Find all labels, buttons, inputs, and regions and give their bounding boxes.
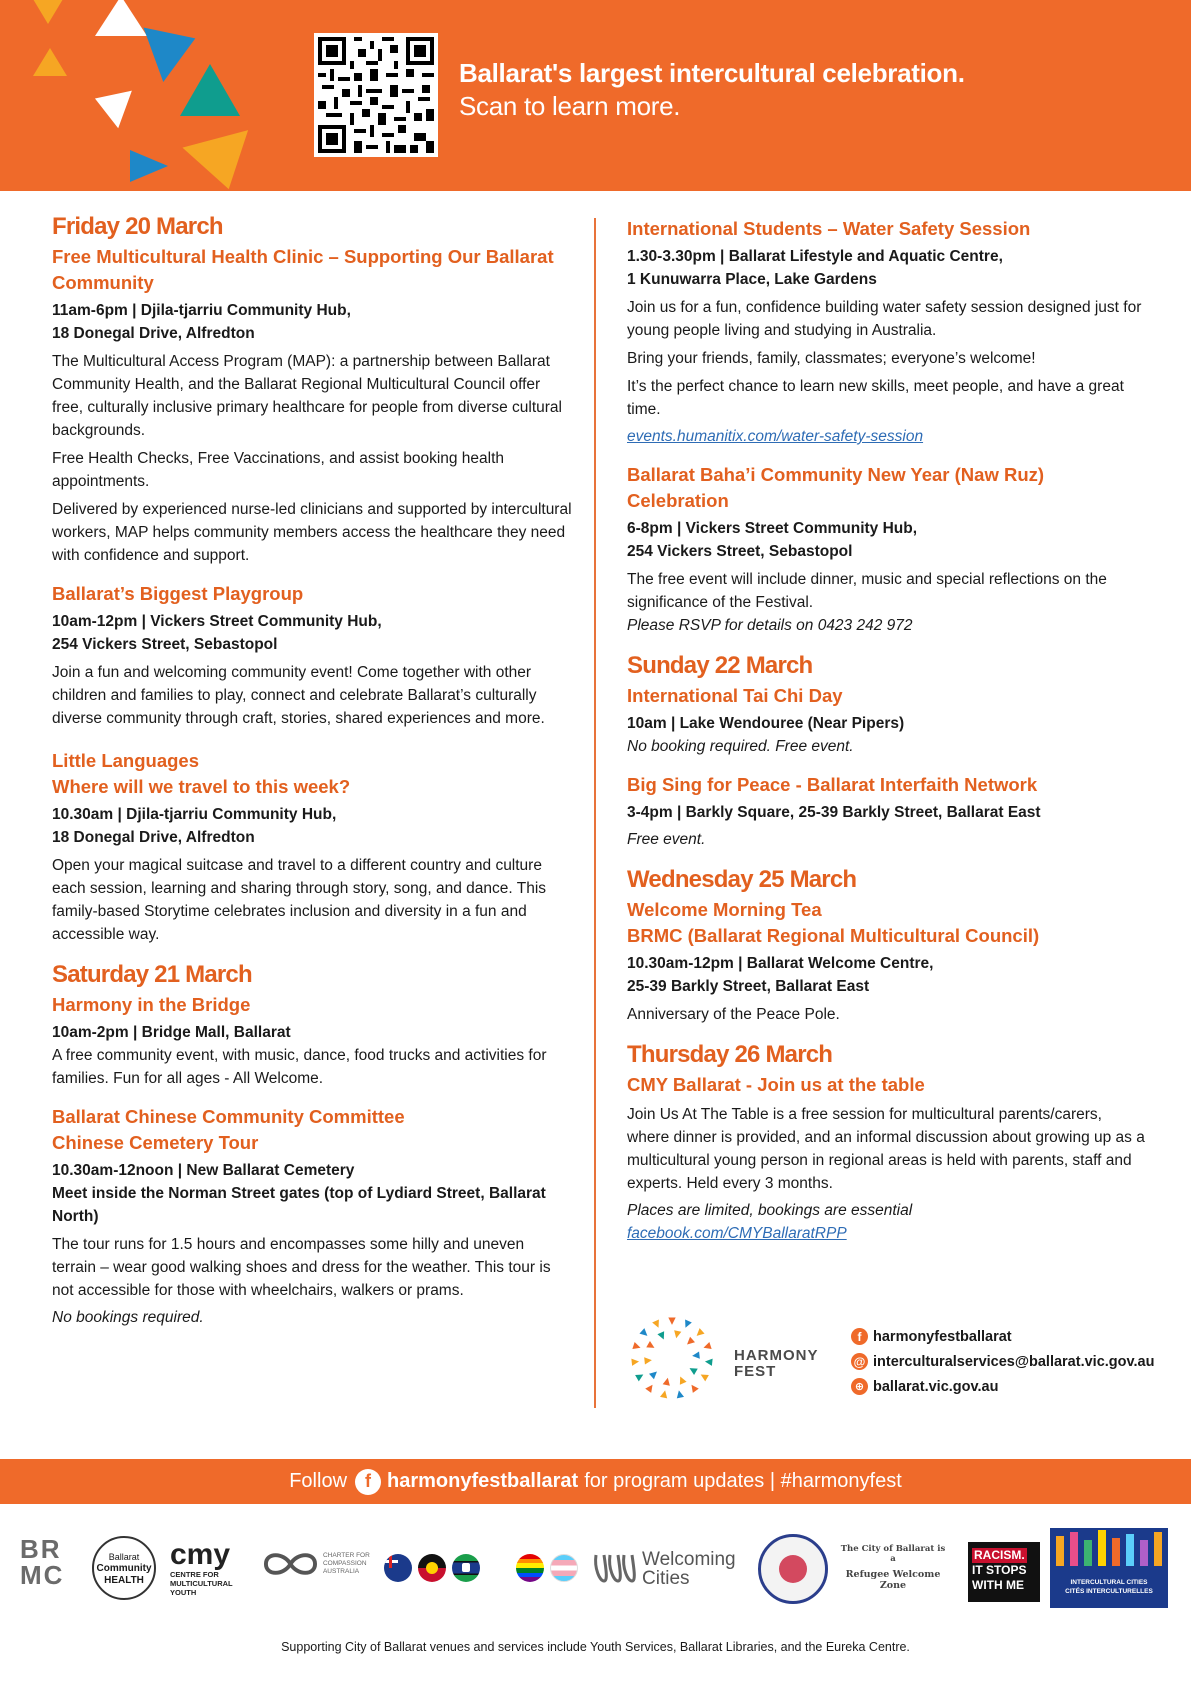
decor-triangle bbox=[33, 48, 67, 76]
event-description: Free Health Checks, Free Vaccinations, and assist booking health appointments. bbox=[52, 450, 505, 490]
ballarat-community-health-logo: Ballarat Community HEALTH bbox=[92, 1536, 156, 1600]
event-time-location: 1.30-3.30pm | Ballarat Lifestyle and Aquatic Centre, 1 Kunuwarra Place, Lake Gardens bbox=[627, 248, 1003, 288]
event-title: International Students – Water Safety Session bbox=[627, 218, 1031, 239]
event-time-location: 10am-2pm | Bridge Mall, Ballarat bbox=[52, 1024, 291, 1041]
harmony-fest-wordmark: HARMONY FEST bbox=[734, 1347, 819, 1380]
australian-flag-icon bbox=[384, 1554, 412, 1582]
day-heading-saturday: Saturday 21 March bbox=[52, 961, 252, 988]
event-description: The Multicultural Access Program (MAP): a partnership between Ballarat Community Health, and the Ballarat Regional Multicultural Council offer free, culturally inclusive primary healthcare for people from diverse cultural backgrounds. bbox=[52, 353, 562, 439]
event-description: It’s the perfect chance to learn new skills, meet people, and have a great time. bbox=[627, 378, 1124, 418]
event-time-location: 10am-12pm | Vickers Street Community Hub, 254 Vickers Street, Sebastopol bbox=[52, 613, 382, 653]
event-title: Welcome Morning Tea BRMC (Ballarat Regional Multicultural Council) bbox=[627, 899, 1040, 946]
email-icon: @ bbox=[851, 1353, 868, 1370]
decor-triangle bbox=[180, 64, 240, 116]
event-time-location: 3-4pm | Barkly Square, 25-39 Barkly Street, Ballarat East bbox=[627, 804, 1041, 821]
contact-website[interactable]: ⊕ ballarat.vic.gov.au bbox=[851, 1374, 1154, 1399]
event-time-location: 11am-6pm | Djila-tjarriu Community Hub, 18 Donegal Drive, Alfredton bbox=[52, 302, 351, 342]
pride-flag-icon bbox=[516, 1554, 544, 1582]
day-heading-sunday: Sunday 22 March bbox=[627, 652, 813, 679]
welcoming-cities-logo: Welcoming Cities bbox=[592, 1550, 742, 1588]
day-heading-friday: Friday 20 March bbox=[52, 213, 223, 240]
event-title: Big Sing for Peace - Ballarat Interfaith Network bbox=[627, 774, 1038, 795]
event-time-location: 10.30am | Djila-tjarriu Community Hub, 18 Donegal Drive, Alfredton bbox=[52, 806, 337, 846]
event-time-location: 10.30am-12noon | New Ballarat Cemetery Meet inside the Norman Street gates (top of Lydiard Street, Ballarat North) bbox=[52, 1162, 546, 1225]
event-time-location: 6-8pm | Vickers Street Community Hub, 254 Vickers Street, Sebastopol bbox=[627, 520, 918, 560]
event-link[interactable]: facebook.com/CMYBallaratRPP bbox=[627, 1225, 847, 1242]
event-title: International Tai Chi Day bbox=[627, 685, 843, 706]
qr-code[interactable] bbox=[314, 33, 438, 157]
left-column bbox=[52, 212, 572, 1329]
trans-flag-icon bbox=[550, 1554, 578, 1582]
contact-block bbox=[626, 1312, 1166, 1412]
decor-triangle bbox=[95, 0, 147, 36]
contact-list bbox=[851, 1324, 1154, 1399]
welcoming-cities-icon bbox=[592, 1551, 638, 1587]
event-note: Places are limited, bookings are essential bbox=[627, 1202, 913, 1219]
column-divider bbox=[594, 218, 596, 1408]
follow-banner: Follow f harmonyfestballarat for program updates | #harmonyfest bbox=[0, 1459, 1191, 1504]
contact-facebook[interactable]: f harmonyfestballarat bbox=[851, 1324, 1154, 1349]
event-title: Ballarat’s Biggest Playgroup bbox=[52, 583, 304, 604]
decor-triangle bbox=[182, 130, 261, 191]
event-time-location: 10.30am-12pm | Ballarat Welcome Centre, 25-39 Barkly Street, Ballarat East bbox=[627, 955, 934, 995]
contact-email[interactable]: @ interculturalservices@ballarat.vic.gov.au bbox=[851, 1349, 1154, 1374]
event-title: Harmony in the Bridge bbox=[52, 994, 251, 1015]
event-note: Please RSVP for details on 0423 242 972 bbox=[627, 617, 913, 634]
event-note: No bookings required. bbox=[52, 1309, 204, 1326]
header-text bbox=[459, 57, 965, 123]
logo-outer-ring bbox=[631, 1318, 712, 1399]
facebook-icon: f bbox=[851, 1328, 868, 1345]
event-title: Ballarat Baha’i Community New Year (Naw Ruz) Celebration bbox=[627, 464, 1045, 511]
seal-emblem bbox=[758, 1534, 828, 1604]
header-subline: Scan to learn more. bbox=[459, 91, 681, 121]
decor-triangle bbox=[30, 0, 66, 24]
facebook-icon: f bbox=[355, 1469, 381, 1495]
event-description: Join Us At The Table is a free session for multicultural parents/carers, where dinner is provided, and an informal discussion about growing up as a multicultural young person in regional areas is held with parents, staff and experts. Held every 3 months. bbox=[627, 1106, 1145, 1192]
event-description: Anniversary of the Peace Pole. bbox=[627, 1006, 840, 1023]
right-column bbox=[627, 216, 1147, 1245]
event-description: Delivered by experienced nurse-led clinicians and supported by intercultural workers, MAP helps community members access the healthcare they need with confidence and support. bbox=[52, 501, 572, 564]
brmc-logo: BR MC bbox=[20, 1534, 65, 1590]
header-banner bbox=[0, 0, 1191, 191]
intercultural-cities-logo: INTERCULTURAL CITIES CITÉS INTERCULTURELLES bbox=[1050, 1528, 1168, 1608]
decor-triangle bbox=[130, 150, 168, 182]
aboriginal-flag-icon bbox=[418, 1554, 446, 1582]
torres-strait-flag-icon bbox=[452, 1554, 480, 1582]
partner-logos bbox=[0, 1520, 1191, 1620]
day-heading-wednesday: Wednesday 25 March bbox=[627, 866, 857, 893]
event-title: CMY Ballarat - Join us at the table bbox=[627, 1074, 925, 1095]
event-description: Open your magical suitcase and travel to a different country and culture each session, learning and sharing through story, song, and dance. This family-based Storytime celebrates inclusion and diversity in a fun and accessible way. bbox=[52, 857, 547, 943]
event-note: Free event. bbox=[627, 831, 706, 848]
event-description: The free event will include dinner, music and special reflections on the significance of the Festival. bbox=[627, 571, 1107, 611]
cmy-logo: cmy CENTRE FOR MULTICULTURAL YOUTH bbox=[170, 1538, 233, 1597]
event-description: The tour runs for 1.5 hours and encompasses some hilly and uneven terrain – wear good walking shoes and dress for the weather. This tour is not accessible for those with wheelchairs, walkers or prams. bbox=[52, 1236, 551, 1299]
event-description: A free community event, with music, dance, food trucks and activities for families. Fun for all ages - All Welcome. bbox=[52, 1047, 547, 1087]
event-description: Join a fun and welcoming community event! Come together with other children and families to play, connect and celebrate Ballarat’s culturally diverse community through craft, stories, shared experiences and more. bbox=[52, 664, 545, 727]
infinity-icon bbox=[262, 1550, 319, 1578]
event-description: Join us for a fun, confidence building water safety session designed just for young people living and studying in Australia. bbox=[627, 299, 1142, 339]
event-title: Ballarat Chinese Community Committee Chinese Cemetery Tour bbox=[52, 1106, 405, 1153]
day-heading-thursday: Thursday 26 March bbox=[627, 1041, 833, 1068]
qr-code-icon bbox=[318, 37, 434, 153]
event-title: Free Multicultural Health Clinic – Supporting Our Ballarat Community bbox=[52, 246, 554, 293]
event-title: Little Languages Where will we travel to this week? bbox=[52, 750, 351, 797]
charter-for-compassion-logo: CHARTER FOR COMPASSION AUSTRALIA bbox=[262, 1550, 377, 1578]
header-headline: Ballarat's largest intercultural celebration. bbox=[459, 58, 965, 88]
event-link[interactable]: events.humanitix.com/water-safety-session bbox=[627, 428, 924, 445]
decor-triangle bbox=[88, 80, 132, 129]
event-note: No booking required. Free event. bbox=[627, 738, 854, 755]
footer-note: Supporting City of Ballarat venues and services include Youth Services, Ballarat Libraries, and the Eureka Centre. bbox=[281, 1640, 910, 1654]
racism-it-stops-with-me-logo: RACISM. IT STOPS WITH ME bbox=[968, 1542, 1040, 1602]
harmony-fest-logo bbox=[626, 1312, 718, 1404]
globe-icon: ⊕ bbox=[851, 1378, 868, 1395]
follow-handle[interactable]: harmonyfestballarat bbox=[387, 1470, 579, 1492]
event-description: Bring your friends, family, classmates; everyone’s welcome! bbox=[627, 350, 1036, 367]
logo-inner-ring bbox=[644, 1330, 700, 1386]
refugee-welcome-zone-logo: The City of Ballarat is a Refugee Welcome Zone bbox=[840, 1544, 946, 1591]
event-time-location: 10am | Lake Wendouree (Near Pipers) bbox=[627, 715, 905, 732]
